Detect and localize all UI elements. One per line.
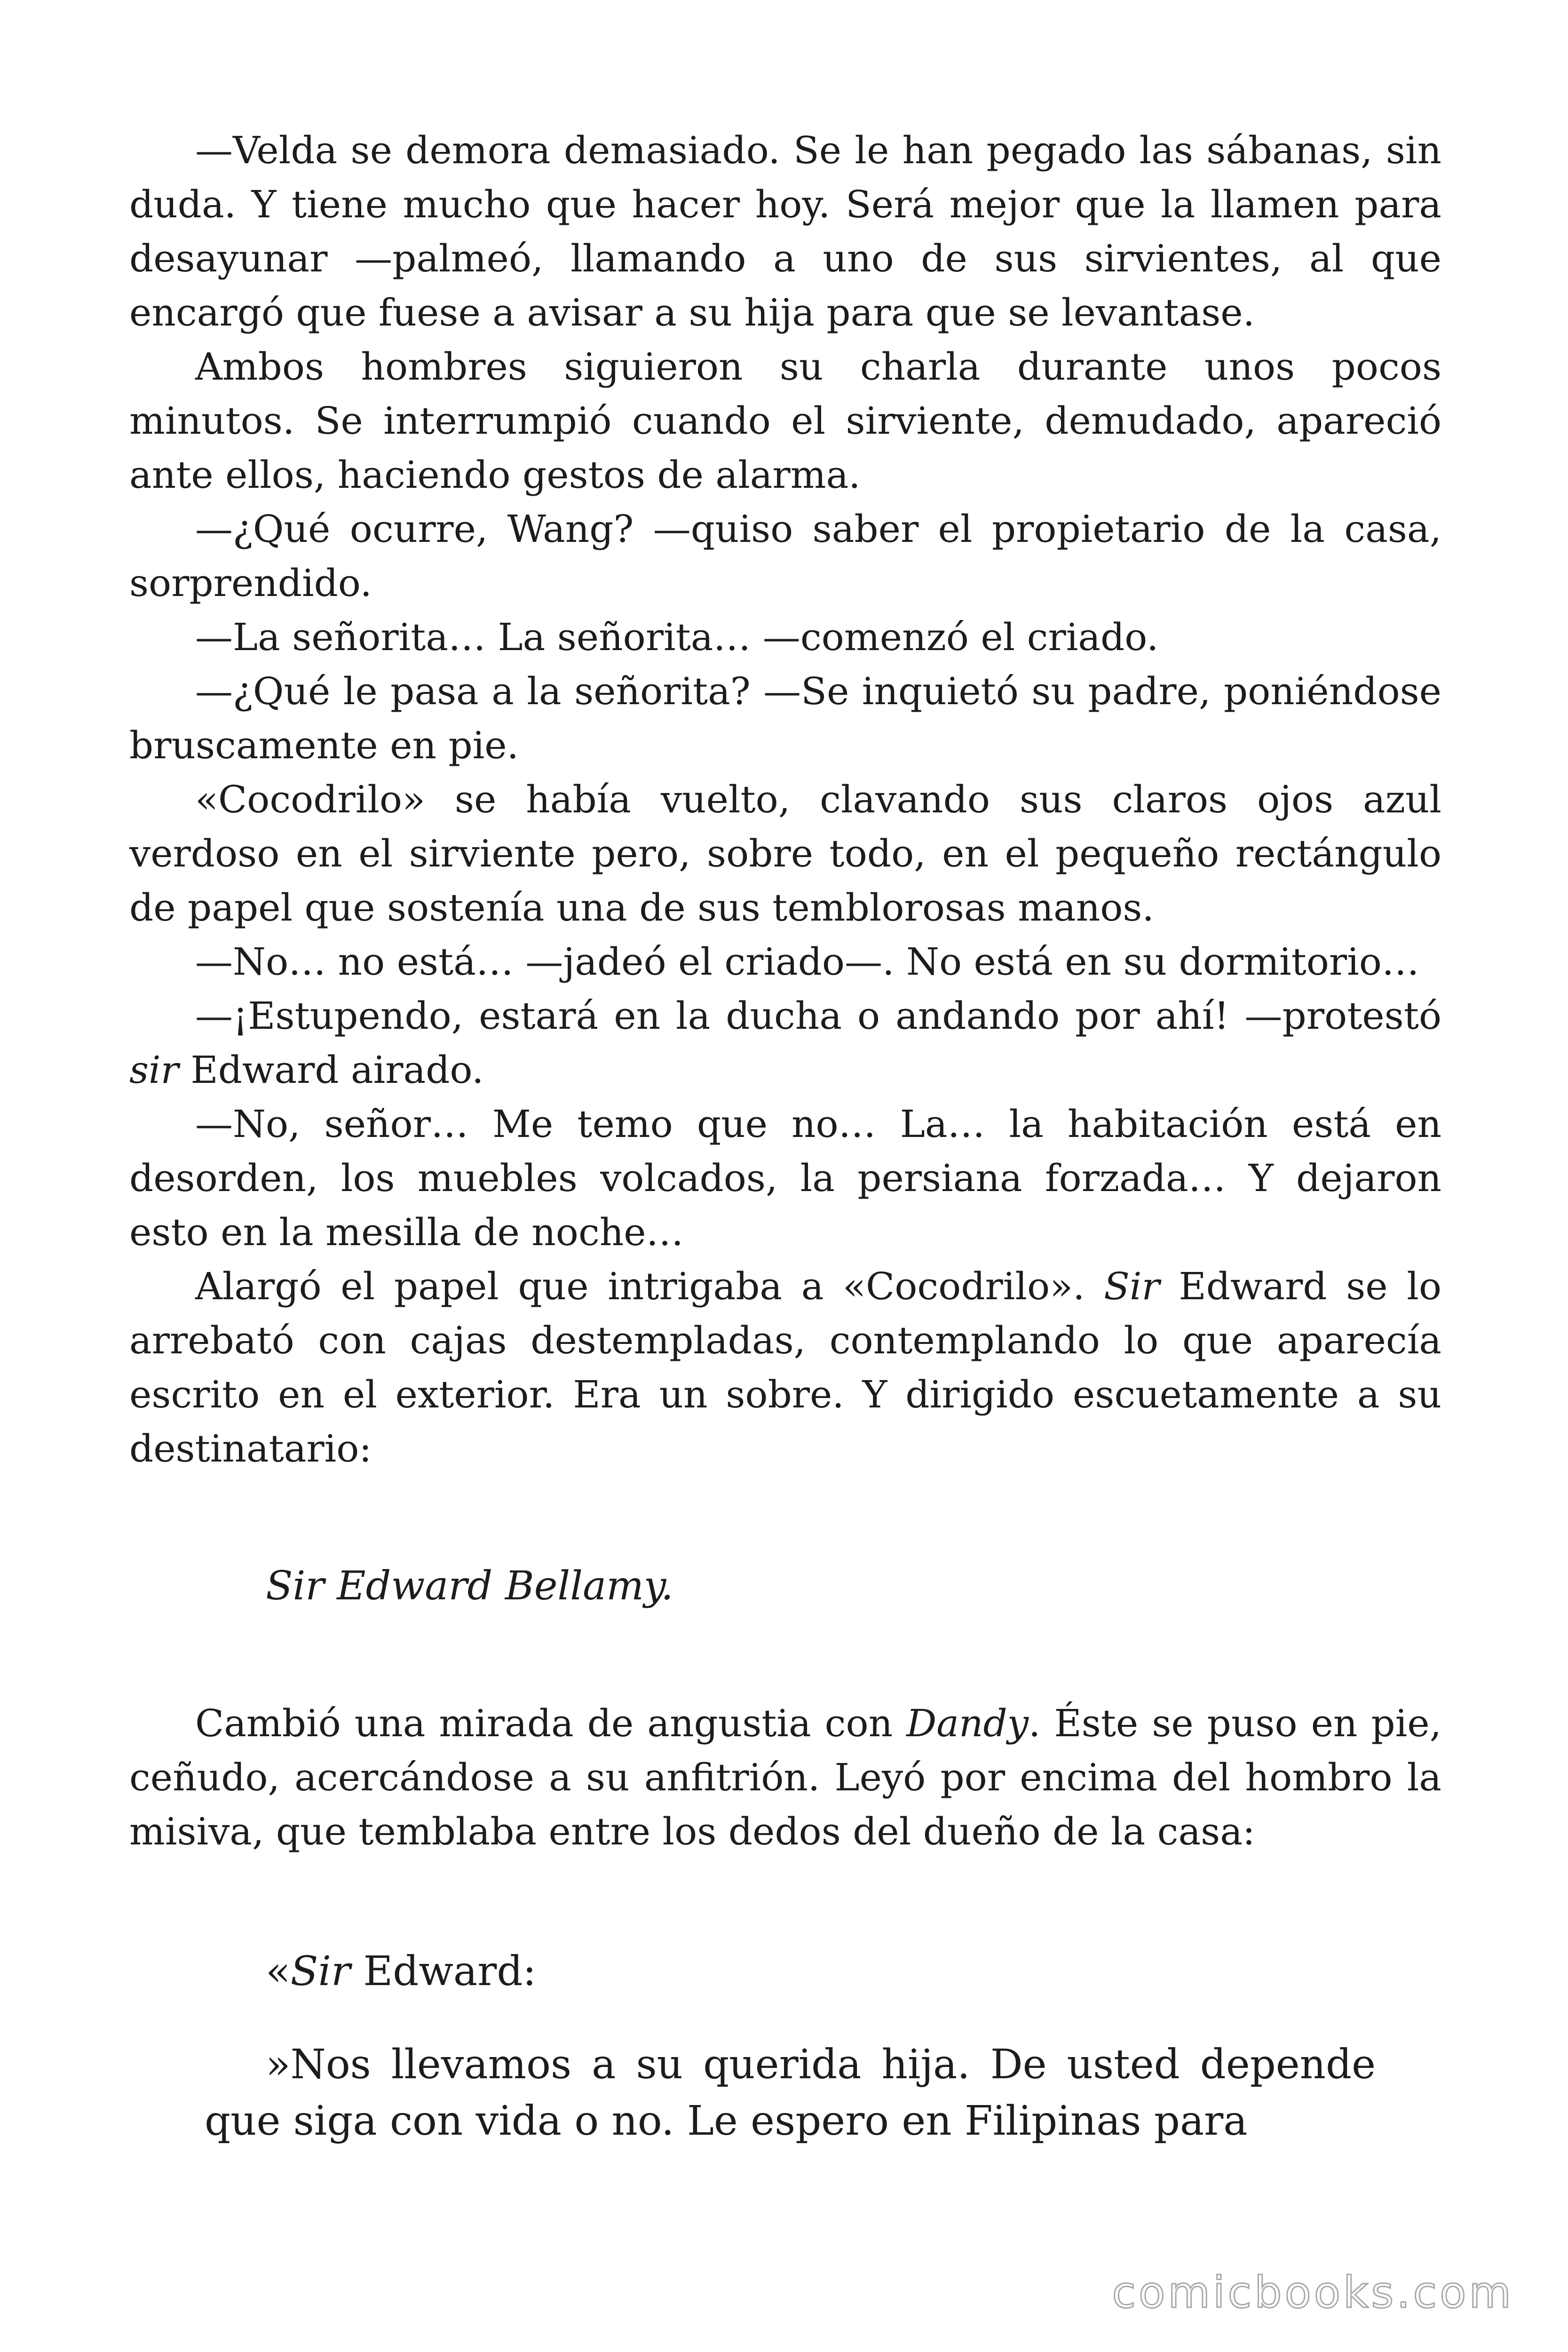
letter-salutation <box>129 1943 1441 2000</box>
paragraph-8-after: Edward airado. <box>178 1048 484 1092</box>
salutation-italic: Sir <box>290 1948 351 1995</box>
paragraph-6: «Cocodrilo» se había vuelto, clavando sus claros ojos azul verdoso en el sirviente pero, sobre todo, en el pequeño rectángulo de papel que sostenía una de sus temblorosas manos. <box>129 778 1441 930</box>
salutation-rest: Edward: <box>350 1948 537 1995</box>
envelope-address: Sir Edward Bellamy. <box>266 1563 673 1609</box>
salutation-open-quote: « <box>266 1948 291 1995</box>
watermark-logo: comicbooks.com <box>1112 2267 1514 2318</box>
after-address-before: Cambió una mirada de angustia con <box>195 1701 907 1745</box>
paragraph-3: —¿Qué ocurre, Wang? —quiso saber el propietario de la casa, sorprendido. <box>129 507 1441 605</box>
page-content <box>129 123 1441 2149</box>
paragraph-5: —¿Qué le pasa a la señorita? —Se inquietó su padre, poniéndose bruscamente en pie. <box>129 669 1441 767</box>
paragraph-10-after: Edward se lo arrebató con cajas destempladas, contemplando lo que aparecía escrito en el exterior. Era un sobre. Y dirigido escuetamente a su destinatario: <box>129 1264 1442 1470</box>
after-address-italic: Dandy <box>906 1701 1029 1745</box>
paragraph-9: —No, señor… Me temo que no… La… la habitación está en desorden, los muebles volcados, la persiana forzada… Y dejaron esto en la mesilla de noche… <box>129 1102 1441 1254</box>
paragraph-1: —Velda se demora demasiado. Se le han pegado las sábanas, sin duda. Y tiene mucho que hacer hoy. Será mejor que la llamen para desayunar —palmeó, llamando a uno de sus sirvientes, al que encargó que fuese a avisar a su hija para que se levantase. <box>129 128 1441 334</box>
paragraph-10-italic: Sir <box>1104 1264 1160 1308</box>
paragraph-8 <box>129 989 1441 1097</box>
paragraph-8-before: —¡Estupendo, estará en la ducha o andando por ahí! —protestó <box>195 994 1441 1038</box>
paragraph-2: Ambos hombres siguieron su charla durante unos pocos minutos. Se interrumpió cuando el sirviente, demudado, apareció ante ellos, haciendo gestos de alarma. <box>129 345 1441 497</box>
paragraph-7: —No… no está… —jadeó el criado—. No está en su dormitorio… <box>195 940 1419 984</box>
after-address-after: . Éste se puso en pie, ceñudo, acercándose a su anfitrión. Leyó por encima del hombro la misiva, que temblaba entre los dedos del dueño de la casa: <box>129 1701 1442 1853</box>
paragraph-8-italic: sir <box>129 1048 179 1092</box>
paragraph-4: —La señorita… La señorita… —comenzó el criado. <box>195 615 1159 659</box>
paragraph-after-address <box>129 1696 1441 1859</box>
letter-body: »Nos llevamos a su querida hija. De usted depende que siga con vida o no. Le espero en Filipinas para <box>205 2041 1376 2145</box>
paragraph-10 <box>129 1259 1441 1476</box>
paragraph-10-before: Alargó el papel que intrigaba a «Cocodrilo». <box>195 1264 1104 1308</box>
